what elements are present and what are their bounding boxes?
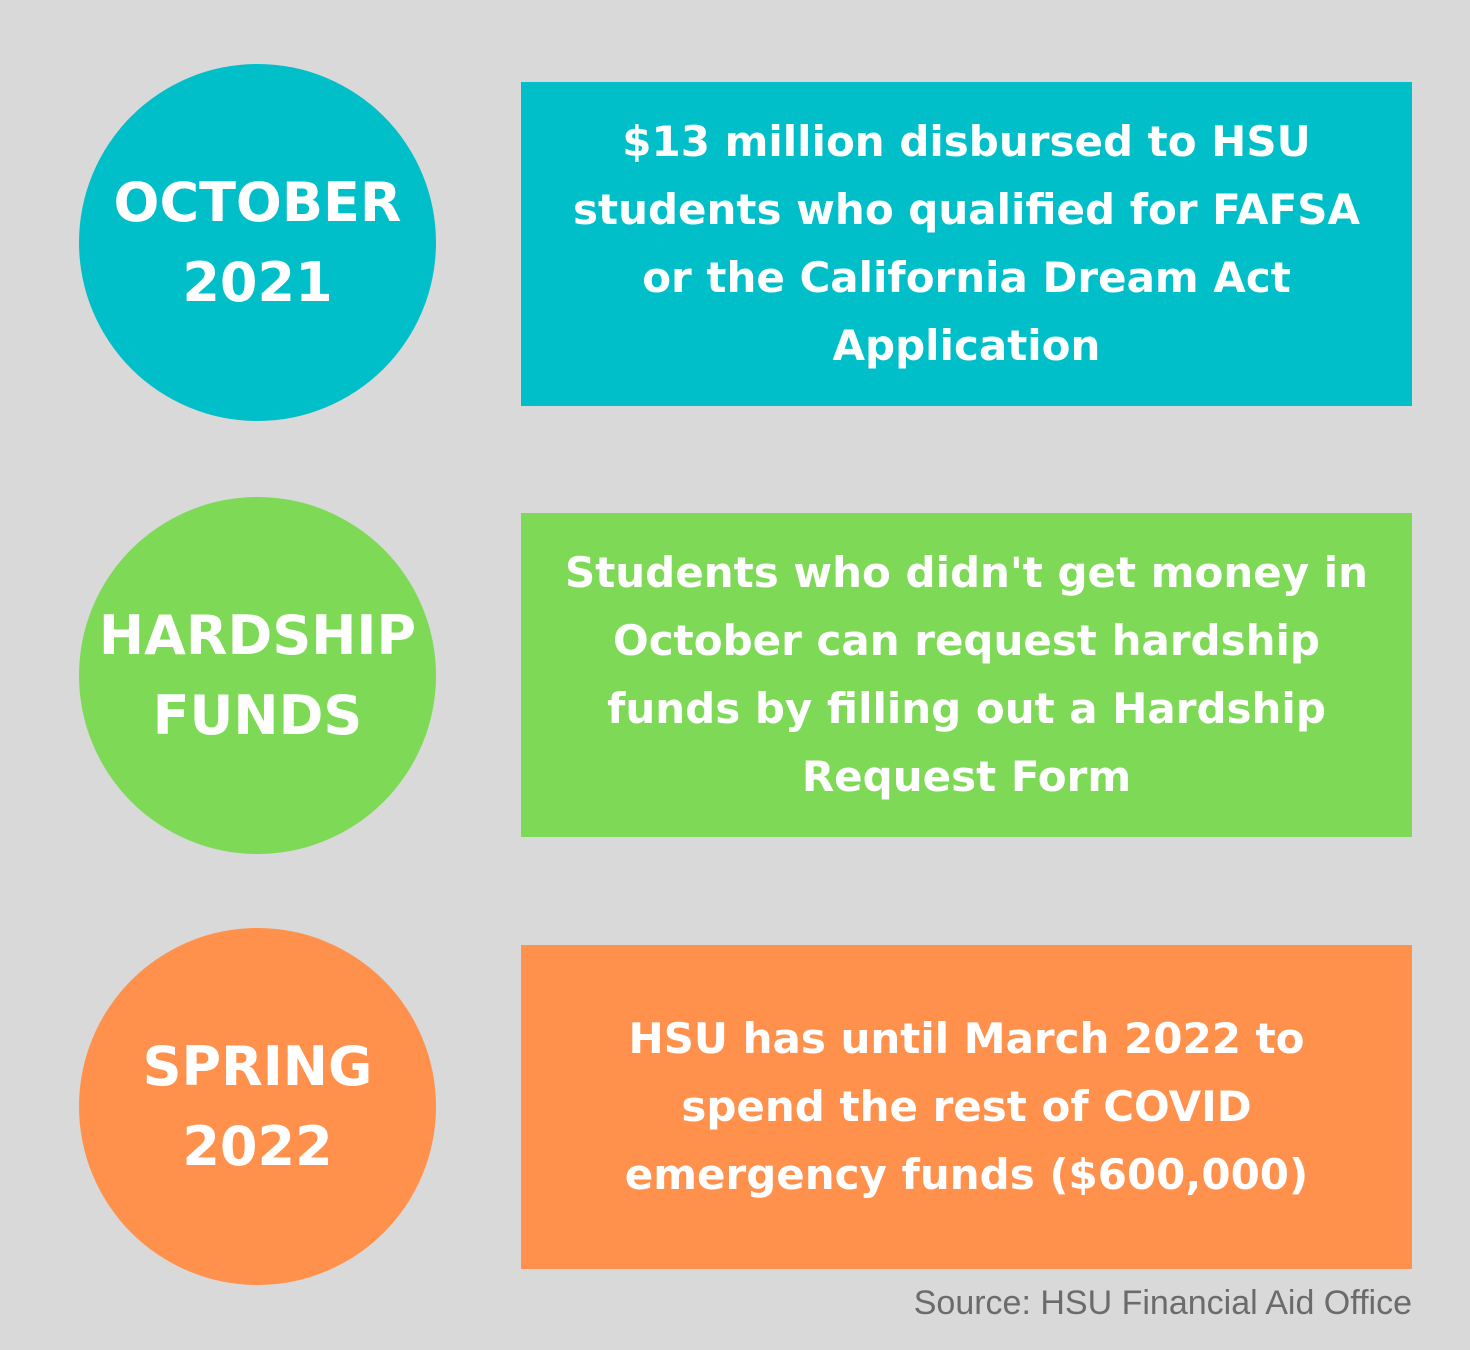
source-credit: Source: HSU Financial Aid Office: [913, 1284, 1412, 1322]
description-text: HSU has until March 2022 to spend the rest of COVID emergency funds ($600,000): [624, 1014, 1309, 1199]
circle-label-line1: OCTOBER: [113, 170, 402, 234]
circle-label-line2: FUNDS: [152, 683, 363, 747]
circle-label-line2: 2022: [182, 1114, 333, 1178]
october-2021-circle: [79, 64, 436, 421]
description-text: Students who didn't get money in October can request hardship funds by filling out a Hardship Request Form: [564, 548, 1369, 801]
description-text: $13 million disbursed to HSU students who qualified for FAFSA or the California Dream Act Application: [573, 117, 1360, 370]
hardship-funds-circle: [79, 497, 436, 854]
circle-label-line2: 2021: [182, 250, 333, 314]
october-2021-description-box: [521, 82, 1412, 406]
spring-2022-circle: [79, 928, 436, 1285]
hardship-funds-description-box: [521, 513, 1412, 837]
circle-label-line1: SPRING: [142, 1034, 373, 1098]
circle-label-line1: HARDSHIP: [98, 603, 417, 667]
spring-2022-description-box: [521, 945, 1412, 1269]
